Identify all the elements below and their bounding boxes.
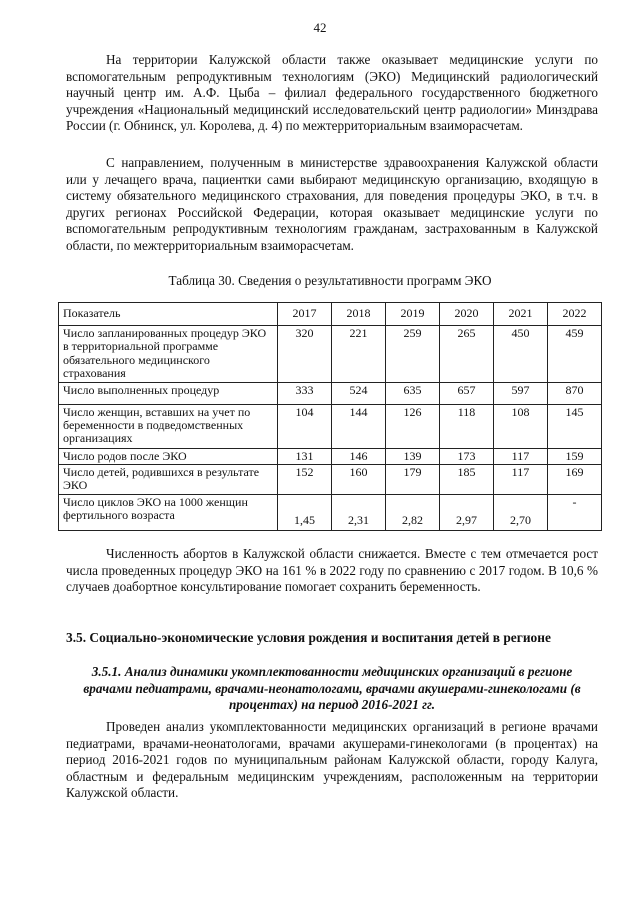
row-label: Число женщин, вставших на учет по беременности в подведомственных организациях <box>59 404 278 448</box>
cell-value: 117 <box>493 465 547 495</box>
cell-value: 524 <box>332 382 386 404</box>
cell-value: 265 <box>439 326 493 383</box>
table-row <box>59 448 602 464</box>
row-label: Число циклов ЭКО на 1000 женщин фертильного возраста <box>59 495 278 531</box>
cell-value: - <box>547 495 601 531</box>
cell-value: 450 <box>493 326 547 383</box>
table-row <box>59 495 602 531</box>
header-year: 2022 <box>547 303 601 326</box>
paragraph-staffing-analysis: Проведен анализ укомплектованности медицинских организаций в регионе врачами педиатрами, врачами-неонатологами, врачами акушерами-гинекологами (в процентах) на период 2016-2021 годов по муниципальным районам Калужской области, городу Калуга, областным и федеральным медицинским учреждениям, расположенным на территории Калужской области. <box>66 719 598 801</box>
cell-value: 2,97 <box>439 495 493 531</box>
cell-value: 126 <box>386 404 440 448</box>
cell-value: 146 <box>332 448 386 464</box>
paragraph-referral: С направлением, полученным в министерстве здравоохранения Калужской области или у лечащего врача, пациентки сами выбирают медицинскую организацию, входящую в систему обязательного медицинского страхования, для поведения процедуры ЭКО, в т.ч. в других регионах Российской Федерации, которая оказывает медицинские услуги по вспомогательным репродуктивным технологиям гражданам, застрахованным в Калужской области, по межтерриториальным взаиморасчетам. <box>66 155 598 253</box>
cell-value: 117 <box>493 448 547 464</box>
header-year: 2018 <box>332 303 386 326</box>
cell-value: 139 <box>386 448 440 464</box>
cell-value: 259 <box>386 326 440 383</box>
eko-results-table <box>58 302 602 531</box>
cell-value: 144 <box>332 404 386 448</box>
row-label: Число детей, родившихся в результате ЭКО <box>59 465 278 495</box>
header-year: 2019 <box>386 303 440 326</box>
cell-value: 152 <box>278 465 332 495</box>
header-year: 2021 <box>493 303 547 326</box>
cell-value: 2,70 <box>493 495 547 531</box>
table-header-row <box>59 303 602 326</box>
cell-value: 160 <box>332 465 386 495</box>
cell-value: 333 <box>278 382 332 404</box>
row-label: Число выполненных процедур <box>59 382 278 404</box>
cell-value: 870 <box>547 382 601 404</box>
header-year: 2020 <box>439 303 493 326</box>
table-caption: Таблица 30. Сведения о результативности программ ЭКО <box>168 273 492 288</box>
subsection-heading: 3.5.1. Анализ динамики укомплектованности медицинских организаций в регионе врачами педиатрами, врачами-неонатологами, врачами акушерами-гинекологами (в процентах) на период 2016-2021 гг. <box>83 664 581 713</box>
row-label: Число родов после ЭКО <box>59 448 278 464</box>
cell-value: 459 <box>547 326 601 383</box>
cell-value: 657 <box>439 382 493 404</box>
cell-value: 169 <box>547 465 601 495</box>
cell-value: 108 <box>493 404 547 448</box>
table-row <box>59 326 602 383</box>
cell-value: 221 <box>332 326 386 383</box>
cell-value: 320 <box>278 326 332 383</box>
cell-value: 2,82 <box>386 495 440 531</box>
cell-value: 159 <box>547 448 601 464</box>
section-heading: 3.5. Социально-экономические условия рождения и воспитания детей в регионе <box>66 630 551 645</box>
paragraph-abortions: Численность абортов в Калужской области снижается. Вместе с тем отмечается рост числа проведенных процедур ЭКО на 161 % в 2022 году по сравнению с 2017 годом. В 10,6 % случаев доабортное консультирование помогает сохранить беременность. <box>66 546 598 595</box>
header-indicator: Показатель <box>59 303 278 326</box>
cell-value: 1,45 <box>278 495 332 531</box>
cell-value: 597 <box>493 382 547 404</box>
paragraph-eko-obninsk: На территории Калужской области также оказывает медицинские услуги по вспомогательным репродуктивным технологиям (ЭКО) Медицинский радиологический научный центр им. А.Ф. Цыба – филиал федерального государственного бюджетного учреждения «Национальный медицинский исследовательский центр радиологии» Минздрава России (г. Обнинск, ул. Королева, д. 4) по межтерриториальным взаиморасчетам. <box>66 52 598 134</box>
cell-value: 118 <box>439 404 493 448</box>
cell-value: 185 <box>439 465 493 495</box>
cell-value: 131 <box>278 448 332 464</box>
table-row <box>59 382 602 404</box>
row-label: Число запланированных процедур ЭКО в территориальной программе обязательного медицинского страхования <box>59 326 278 383</box>
table-row <box>59 465 602 495</box>
page-number: 42 <box>313 20 327 35</box>
cell-value: 635 <box>386 382 440 404</box>
cell-value: 2,31 <box>332 495 386 531</box>
cell-value: 104 <box>278 404 332 448</box>
cell-value: 179 <box>386 465 440 495</box>
table-row <box>59 404 602 448</box>
header-year: 2017 <box>278 303 332 326</box>
cell-value: 145 <box>547 404 601 448</box>
cell-value: 173 <box>439 448 493 464</box>
